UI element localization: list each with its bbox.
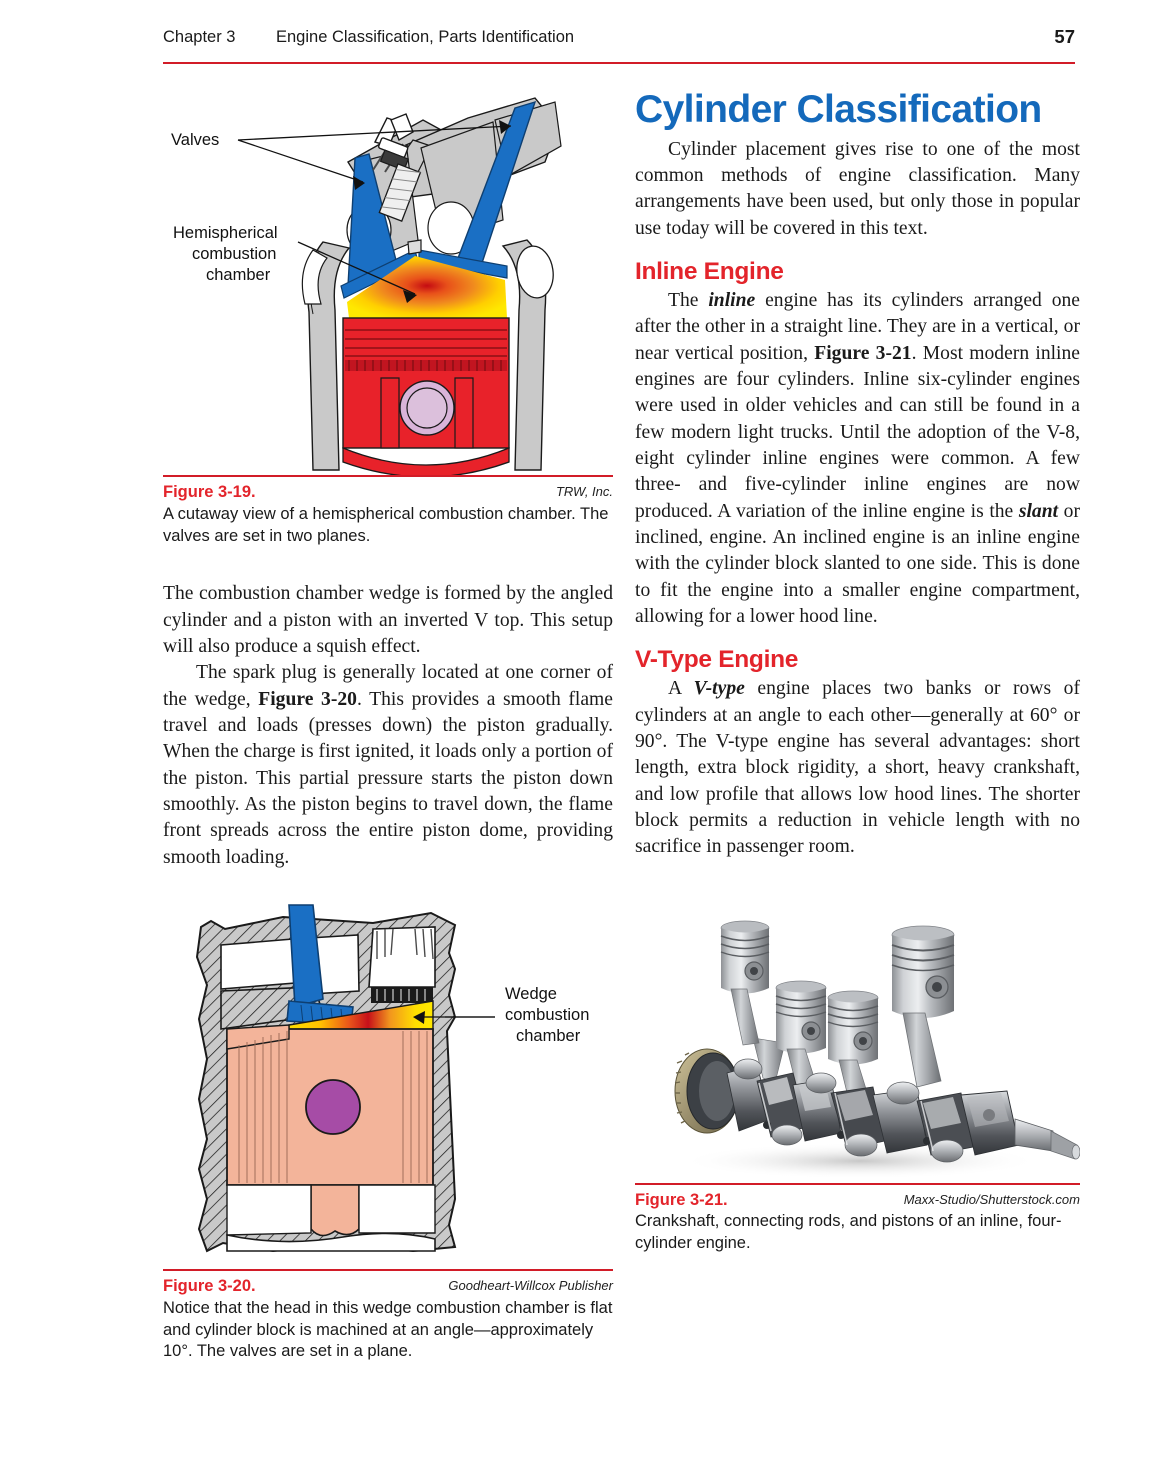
label-hemi-line1: Hemispherical xyxy=(173,224,278,242)
right-column xyxy=(635,90,1080,1255)
left-column-body xyxy=(163,581,613,871)
label-wedge-line2: combustion xyxy=(505,1006,590,1025)
label-hemi-line3: chamber xyxy=(206,266,271,284)
figure-3-19-artwork xyxy=(163,90,613,475)
figure-3-19 xyxy=(163,90,613,547)
left-column xyxy=(163,90,613,1363)
figure-3-21-artwork xyxy=(635,883,1080,1183)
figure-3-21-caption-text: Crankshaft, connecting rods, and pistons of an inline, four-cylinder engine. xyxy=(635,1212,1062,1253)
paragraph-v-type-engine: A V-type engine places two banks or rows of cylinders at an angle to each other—generally at 60° or 90°. The V-type engine has several advantages: short length, extra block rigidity, a short, heavy crankshaft, and low profile that allows low hood lines. The shorter block permits a reduction in vehicle length with no sacrifice in passenger room. xyxy=(635,678,1080,858)
chapter-label: Chapter 3 xyxy=(163,28,236,46)
page-title: Cylinder Classification xyxy=(635,88,1042,131)
figure-3-19-credit: TRW, Inc. xyxy=(555,484,613,499)
figure-3-21-credit: Maxx-Studio/Shutterstock.com xyxy=(903,1191,1080,1207)
figure-3-19-number: Figure 3-19. xyxy=(163,483,256,501)
figure-3-20-caption-text: Notice that the head in this wedge combustion chamber is flat and cylinder block is machined at an angle—approximately 10°. The valves are set in a plane. xyxy=(163,1298,613,1361)
figure-3-19-caption xyxy=(163,477,613,547)
wedge-chamber-diagram xyxy=(163,899,613,1269)
heading-v-type-engine: V-Type Engine xyxy=(635,646,799,674)
label-hemi-line2: combustion xyxy=(192,245,277,263)
paragraph-intro: Cylinder placement gives rise to one of the most common methods of engine classification. Many arrangements have been used, but only those in popular use today will be covered in this text. xyxy=(635,138,1080,239)
running-head xyxy=(163,28,1075,64)
paragraph-spark-plug: The spark plug is generally located at one corner of the wedge, Figure 3-20. This provides a smooth flame travel and loads (presses down) the piston gradually. When the charge is first ignited, it loads only a portion of the piston. This partial pressure starts the piston down smoothly. As the piston begins to travel down, the flame front spreads across the entire piston dome, providing smooth loading. xyxy=(163,662,613,868)
figure-3-20-artwork xyxy=(163,899,613,1269)
label-valves: Valves xyxy=(171,131,220,149)
crankshaft-pistons-photo xyxy=(635,883,1080,1183)
chapter-title: Engine Classification, Parts Identification xyxy=(276,28,575,46)
figure-3-20-credit: Goodheart-Willcox Publisher xyxy=(448,1278,613,1294)
figure-3-20 xyxy=(163,899,613,1363)
figure-3-21 xyxy=(635,883,1080,1255)
heading-inline-engine: Inline Engine xyxy=(635,257,784,285)
figure-3-21-caption xyxy=(635,1185,1080,1255)
paragraph-wedge-formed: The combustion chamber wedge is formed by the angled cylinder and a piston with an inverted V top. This setup will also produce a squish effect. xyxy=(163,583,613,657)
figure-3-20-caption xyxy=(163,1271,613,1363)
paragraph-inline-engine: The inline engine has its cylinders arranged one after the other in a straight line. They are in a vertical, or near vertical position, Figure 3-21. Most modern inline engines are four cylinders. Inline six-cylinder engines were used in older vehicles and can still be found in a few modern light trucks. Until the adoption of the V-8, eight cylinder inline engines were common. A few three- and five-cylinder inline engines are now produced. A variation of the inline engine is the slant or inclined, engine. An inclined engine is an inline engine with the cylinder block slanted to one side. This is done to fit the engine into a smaller engine compartment, allowing for a lower hood line. xyxy=(635,289,1080,627)
hemispherical-chamber-diagram xyxy=(163,90,613,475)
figure-3-19-caption-text: A cutaway view of a hemispherical combustion chamber. The valves are set in two planes. xyxy=(163,504,609,545)
label-wedge-line1: Wedge xyxy=(505,985,557,1004)
page-number: 57 xyxy=(1054,26,1075,47)
label-wedge-line3: chamber xyxy=(516,1027,581,1046)
figure-3-20-number: Figure 3-20. xyxy=(163,1277,256,1296)
timing-gear xyxy=(675,1049,739,1133)
figure-3-21-number: Figure 3-21. xyxy=(635,1190,728,1209)
